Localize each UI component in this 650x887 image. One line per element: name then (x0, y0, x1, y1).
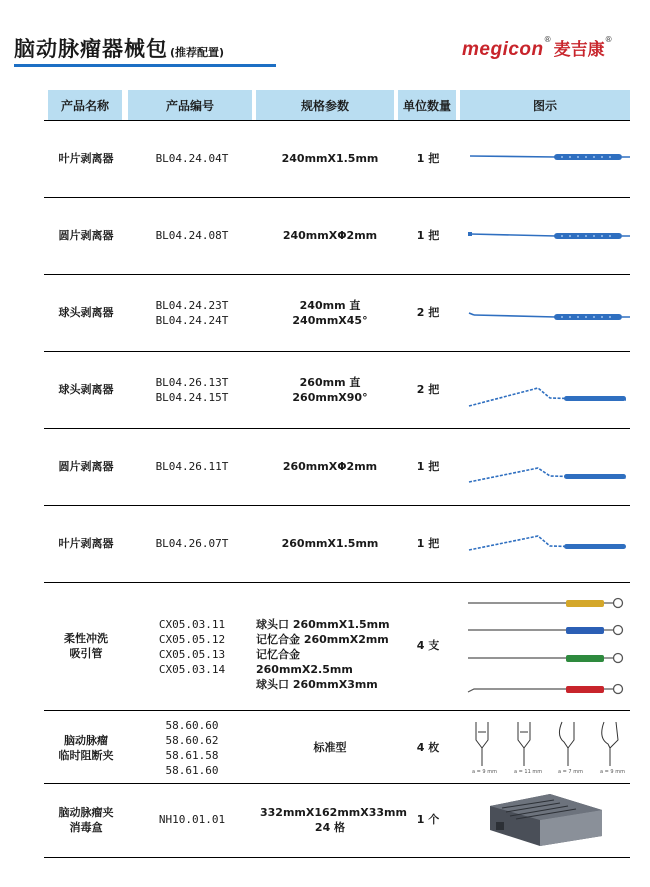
row9-name (46, 805, 126, 835)
row9-name-line2: 消毒盒 (69, 821, 103, 834)
tube-red (468, 685, 623, 694)
row4-spec (260, 375, 400, 405)
logo-registered-mark-cn: ® (604, 35, 613, 44)
row1-code (130, 151, 254, 166)
col-header-spec: 规格参数 (256, 90, 394, 120)
col-header-name: 产品名称 (48, 90, 122, 120)
row5-code-1: BL04.26.11T (155, 460, 229, 473)
row3-name-line1: 球头剥离器 (58, 306, 114, 319)
row3-code-2: BL04.24.24T (155, 314, 229, 327)
bayonet-dissector-illustration (466, 460, 636, 490)
row7-code-1: CX05.03.11 (158, 618, 226, 631)
row5-code (130, 459, 254, 474)
row3-spec-1: 240mm 直 (299, 299, 361, 312)
row6-spec (260, 536, 400, 551)
col-header-image: 图示 (460, 90, 630, 120)
row2-name (46, 228, 126, 243)
brand-logo (462, 35, 613, 61)
row3-spec-2: 240mmX45° (292, 314, 368, 327)
row7-code (130, 617, 254, 677)
row7-name-line2: 吸引管 (69, 647, 103, 660)
row3-spec (260, 298, 400, 328)
row9-qty: 1 个 (416, 813, 440, 826)
row5-name-line1: 圆片剥离器 (58, 460, 114, 473)
row9-code-1: NH10.01.01 (158, 813, 226, 826)
row7-name (46, 631, 126, 661)
dissector-illustration (466, 303, 636, 327)
col-header-qty: 单位数量 (398, 90, 456, 120)
row7-qty: 4 支 (416, 639, 440, 652)
row-divider (44, 428, 630, 429)
suction-tubes-illustration (466, 594, 636, 702)
row4-code-1: BL04.26.13T (155, 376, 229, 389)
row8-code-4: 58.61.60 (165, 764, 219, 777)
row9-spec (260, 805, 407, 835)
row2-spec-1: 240mmXΦ2mm (282, 229, 378, 242)
row2-name-line1: 圆片剥离器 (58, 229, 114, 242)
row9-spec-1: 332mmX162mmX33mm (260, 806, 407, 819)
page-header (0, 0, 650, 72)
row2-code-1: BL04.24.08T (155, 229, 229, 242)
row2-spec (260, 228, 400, 243)
row4-spec-1: 260mm 直 (299, 376, 361, 389)
row8-name (46, 733, 126, 763)
row7-name-line1: 柔性冲洗 (64, 632, 108, 645)
dissector-illustration (466, 148, 636, 168)
row4-name (46, 382, 126, 397)
row1-name (46, 151, 126, 166)
tube-blue (468, 626, 623, 635)
row7-spec-4: 球头口 260mmX3mm (256, 678, 378, 691)
row6-code (130, 536, 254, 551)
logo-text-cn: 麦吉康 (553, 40, 605, 60)
logo-registered-mark: ® (543, 35, 552, 44)
col-header-code: 产品编号 (128, 90, 252, 120)
row2-qty: 1 把 (416, 229, 440, 242)
row9-name-line1: 脑动脉瘤夹 (58, 806, 114, 819)
row-divider (44, 582, 630, 583)
row5-spec (260, 459, 400, 474)
title-underline (14, 64, 276, 67)
row1-name-line1: 叶片剥离器 (58, 152, 114, 165)
tube-gold (468, 599, 623, 608)
row7-code-2: CX05.05.12 (158, 633, 226, 646)
row7-spec-2: 记忆合金 260mmX2mm (256, 633, 389, 646)
row-divider (44, 197, 630, 198)
row7-code-3: CX05.05.13 (158, 648, 226, 661)
svg-text:a = 9 mm: a = 9 mm (472, 769, 497, 775)
row8-qty: 4 枚 (416, 741, 440, 754)
row2-code (130, 228, 254, 243)
row7-spec-3: 记忆合金 260mmX2.5mm (256, 648, 353, 676)
svg-text:a = 11 mm: a = 11 mm (514, 769, 543, 775)
row-divider (44, 783, 630, 784)
row8-code (130, 718, 254, 778)
row-divider (44, 505, 630, 506)
dissector-illustration (466, 226, 636, 246)
svg-text:a = 9 mm: a = 9 mm (600, 769, 625, 775)
row8-spec (260, 740, 400, 755)
row8-code-1: 58.60.60 (165, 719, 219, 732)
row6-spec-1: 260mmX1.5mm (281, 537, 379, 550)
row4-code (130, 375, 254, 405)
row6-name-line1: 叶片剥离器 (58, 537, 114, 550)
row1-code-1: BL04.24.04T (155, 152, 229, 165)
row7-spec (256, 617, 396, 692)
row-divider (44, 351, 630, 352)
row8-name-line1: 脑动脉瘤 (64, 734, 108, 747)
bayonet-dissector-illustration (466, 530, 636, 560)
row7-code-4: CX05.03.14 (158, 663, 226, 676)
row8-code-3: 58.61.58 (165, 749, 219, 762)
row7-spec-1: 球头口 260mmX1.5mm (256, 618, 390, 631)
clips-illustration (468, 718, 628, 776)
row1-qty: 1 把 (416, 152, 440, 165)
row4-qty: 2 把 (416, 383, 440, 396)
row9-code (130, 812, 254, 827)
svg-text:a = 7 mm: a = 7 mm (558, 769, 583, 775)
tube-green (468, 654, 623, 663)
row5-name (46, 459, 126, 474)
row3-qty: 2 把 (416, 306, 440, 319)
row9-spec-2: 24 格 (314, 821, 346, 834)
row8-spec-1: 标准型 (313, 741, 347, 754)
row4-code-2: BL04.24.15T (155, 391, 229, 404)
row8-name-line2: 临时阻断夹 (58, 749, 114, 762)
row4-spec-2: 260mmX90° (292, 391, 368, 404)
row4-name-line1: 球头剥离器 (58, 383, 114, 396)
page-title-text: 脑动脉瘤器械包 (14, 37, 168, 61)
row-divider (44, 857, 630, 858)
logo-text-en: megicon (462, 39, 544, 60)
row1-spec-1: 240mmX1.5mm (281, 152, 379, 165)
row5-qty: 1 把 (416, 460, 440, 473)
row3-code (130, 298, 254, 328)
row-divider (44, 274, 630, 275)
row1-spec (260, 151, 400, 166)
page-subtitle: (推荐配置) (170, 46, 225, 59)
page-title (14, 33, 224, 63)
bayonet-dissector-illustration (466, 382, 636, 412)
row6-name (46, 536, 126, 551)
row6-code-1: BL04.26.07T (155, 537, 229, 550)
row6-qty: 1 把 (416, 537, 440, 550)
row-divider (44, 120, 630, 121)
row8-code-2: 58.60.62 (165, 734, 219, 747)
row-divider (44, 710, 630, 711)
row3-name (46, 305, 126, 320)
row3-code-1: BL04.24.23T (155, 299, 229, 312)
sterilization-box-illustration (480, 788, 610, 850)
row5-spec-1: 260mmXΦ2mm (282, 460, 378, 473)
